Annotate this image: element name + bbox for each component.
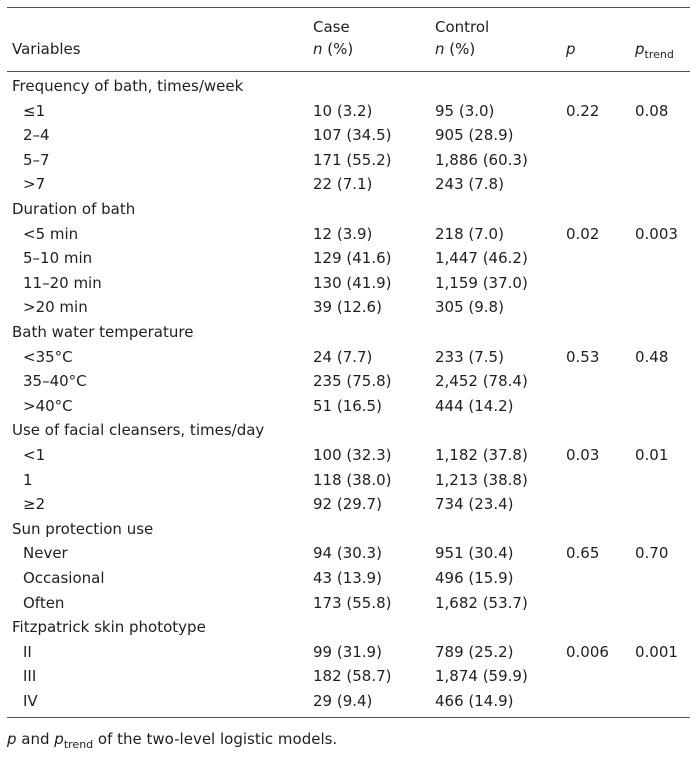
control-value: 789 (25.2): [435, 642, 514, 661]
footnote: [7, 727, 337, 751]
header-control-unit: n (%): [435, 40, 476, 58]
section-title: Duration of bath: [12, 200, 136, 218]
header-ptrend: [635, 38, 674, 60]
control-value: 233 (7.5): [435, 347, 504, 366]
table-row: [0, 640, 700, 665]
control-value: 1,874 (59.9): [435, 667, 528, 686]
case-value: 100 (32.3): [313, 446, 392, 464]
case-value: 22 (7.1): [313, 175, 373, 194]
bottom-rule: [7, 717, 690, 718]
control-value: 243 (7.8): [435, 175, 504, 194]
p-trend-value: 0.48: [635, 347, 669, 366]
control-value: 95 (3.0): [435, 101, 495, 120]
table-row: [0, 295, 700, 320]
table-row: [0, 369, 700, 394]
row-label: II: [23, 642, 32, 661]
p-trend-value: 0.70: [635, 544, 669, 563]
row-label: Never: [23, 544, 68, 563]
case-value: 171 (55.2): [313, 150, 392, 169]
p-value: 0.02: [566, 224, 600, 243]
section-title-row: [0, 418, 700, 443]
p-trend-value: 0.003: [635, 224, 678, 243]
case-value: 129 (41.6): [313, 249, 392, 268]
control-value: 905 (28.9): [435, 126, 514, 145]
row-label: >40°C: [23, 396, 73, 415]
case-value: 130 (41.9): [313, 273, 392, 292]
control-value: 218 (7.0): [435, 224, 504, 243]
footnote-p-trend: p: [54, 730, 64, 748]
case-value: 235 (75.8): [313, 372, 392, 391]
case-value: 29 (9.4): [313, 692, 373, 710]
header-control-label: Control: [435, 18, 490, 36]
row-label: >7: [23, 175, 46, 194]
table-row: [0, 541, 700, 566]
table-row: [0, 664, 700, 689]
section-title-row: [0, 517, 700, 542]
header-case-unit: n (%): [313, 40, 354, 58]
table-row: [0, 246, 700, 271]
case-value: 173 (55.8): [313, 593, 392, 612]
control-value: 496 (15.9): [435, 569, 514, 587]
case-value: 118 (38.0): [313, 470, 392, 489]
section-title: Fitzpatrick skin phototype: [12, 618, 206, 637]
header-case: [313, 16, 353, 60]
control-value: 1,213 (38.8): [435, 470, 528, 489]
table-row: [0, 148, 700, 173]
case-value: 43 (13.9): [313, 569, 382, 587]
row-label: ≤1: [23, 101, 46, 120]
control-value: 1,682 (53.7): [435, 593, 528, 612]
table-row: [0, 689, 700, 714]
case-value: 92 (29.7): [313, 495, 382, 514]
header-rule: [7, 71, 690, 72]
p-value: 0.53: [566, 347, 600, 366]
control-value: 1,886 (60.3): [435, 150, 528, 169]
header-control: [435, 16, 489, 60]
control-value: 444 (14.2): [435, 396, 514, 415]
p-trend-value: 0.08: [635, 101, 669, 120]
table-row: [0, 468, 700, 493]
table-row: [0, 394, 700, 419]
case-value: 94 (30.3): [313, 544, 382, 563]
top-rule: [7, 7, 690, 8]
case-value: 51 (16.5): [313, 396, 382, 415]
case-value: 182 (58.7): [313, 667, 392, 686]
p-trend-value: 0.001: [635, 642, 678, 661]
p-value: 0.22: [566, 101, 600, 120]
table-row: [0, 99, 700, 124]
section-title-row: [0, 197, 700, 222]
control-value: 466 (14.9): [435, 692, 514, 710]
table-row: [0, 566, 700, 591]
row-label: ≥2: [23, 495, 46, 514]
control-value: 1,182 (37.8): [435, 446, 528, 464]
table-row: [0, 591, 700, 616]
table-row: [0, 172, 700, 197]
table-row: [0, 443, 700, 468]
header-p: p: [566, 40, 576, 58]
case-value: 24 (7.7): [313, 347, 373, 366]
control-value: 1,447 (46.2): [435, 249, 528, 268]
section-title-row: [0, 74, 700, 99]
case-value: 10 (3.2): [313, 101, 373, 120]
case-value: 12 (3.9): [313, 224, 373, 243]
section-title-row: [0, 320, 700, 345]
table-row: [0, 271, 700, 296]
p-value: 0.006: [566, 642, 609, 661]
control-value: 734 (23.4): [435, 495, 514, 514]
case-value: 39 (12.6): [313, 298, 382, 317]
row-label: 5–10 min: [23, 249, 93, 268]
section-title: Use of facial cleansers, times/day: [12, 421, 265, 440]
section-title: Sun protection use: [12, 519, 154, 538]
p-trend-value: 0.01: [635, 446, 669, 464]
row-label: Often: [23, 593, 65, 612]
header-variables: Variables: [12, 40, 81, 58]
case-value: 107 (34.5): [313, 126, 392, 145]
row-label: 5–7: [23, 150, 50, 169]
table-row: [0, 222, 700, 247]
control-value: 305 (9.8): [435, 298, 504, 317]
row-label: >20 min: [23, 298, 88, 317]
row-label: 35–40°C: [23, 372, 87, 391]
p-value: 0.65: [566, 544, 600, 563]
section-title: Bath water temperature: [12, 323, 194, 341]
row-label: 2–4: [23, 126, 50, 145]
header-ptrend-p: p: [635, 40, 645, 58]
control-value: 951 (30.4): [435, 544, 514, 563]
row-label: <35°C: [23, 347, 73, 366]
section-title-row: [0, 615, 700, 640]
control-value: 2,452 (78.4): [435, 372, 528, 391]
header-ptrend-sub: trend: [644, 48, 674, 61]
table-row: [0, 345, 700, 370]
row-label: <5 min: [23, 224, 79, 243]
table-row: [0, 123, 700, 148]
section-title: Frequency of bath, times/week: [12, 77, 244, 95]
header-case-label: Case: [313, 18, 350, 36]
row-label: <1: [23, 446, 46, 464]
row-label: 11–20 min: [23, 273, 102, 292]
row-label: Occasional: [23, 569, 105, 587]
footnote-p: p: [7, 730, 17, 748]
control-value: 1,159 (37.0): [435, 273, 528, 292]
case-value: 99 (31.9): [313, 642, 382, 661]
table-row: [0, 492, 700, 517]
row-label: III: [23, 667, 37, 686]
row-label: IV: [23, 692, 38, 710]
footnote-and: and: [16, 730, 55, 748]
p-value: 0.03: [566, 446, 600, 464]
footnote-trend-sub: trend: [63, 738, 94, 751]
row-label: 1: [23, 470, 33, 489]
footnote-text: of the two-level logistic models.: [93, 730, 338, 748]
